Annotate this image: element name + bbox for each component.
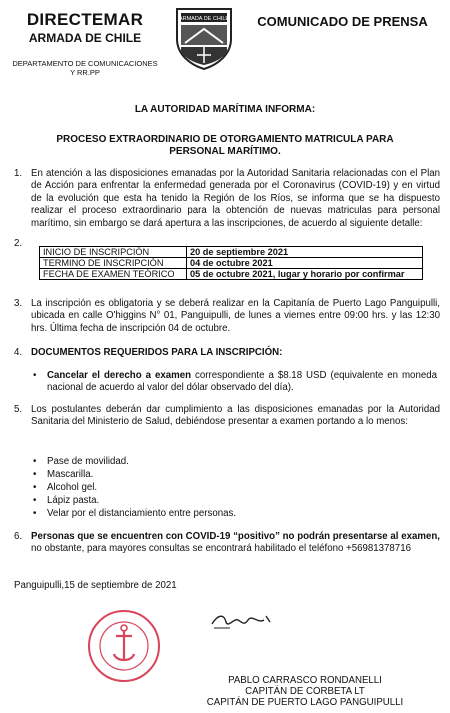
table-row — [40, 247, 423, 258]
document-date: Panguipulli,15 de septiembre de 2021 — [14, 580, 177, 591]
official-stamp-icon — [86, 608, 162, 684]
list-item-text: Pase de movilidad. — [47, 456, 129, 467]
navy-crest-icon — [173, 3, 235, 71]
schedule-label: FECHA DE EXAMEN TEÓRICO — [40, 269, 187, 280]
department-line-1: DEPARTAMENTO DE COMUNICACIONES — [12, 59, 158, 68]
signer-rank: CAPITÁN DE CORBETA LT — [245, 686, 365, 697]
signature-block — [160, 675, 450, 708]
item-number: 1. — [14, 168, 23, 179]
schedule-label: TERMINO DE INSCRIPCIÓN — [40, 258, 187, 269]
list-item-text: Alcohol gel. — [47, 482, 98, 493]
schedule-label: INICIO DE INSCRIPCIÓN — [40, 247, 187, 258]
table-row — [40, 269, 423, 280]
item-6-text — [31, 531, 440, 556]
item-number: 4. — [14, 347, 23, 358]
bullet-icon: • — [33, 456, 37, 467]
item-4-heading — [31, 347, 440, 359]
press-release-title: COMUNICADO DE PRENSA — [257, 14, 428, 29]
org-name: DIRECTEMAR — [26, 10, 144, 29]
department-line-2: Y RR.PP — [70, 68, 100, 78]
header-left — [0, 10, 170, 78]
schedule-value: 20 de septiembre 2021 — [187, 247, 423, 258]
department — [0, 59, 170, 78]
crest-text: ARMADA DE CHILE — [178, 16, 230, 22]
item-number: 2. — [14, 238, 23, 249]
list-item-text: Lápiz pasta. — [47, 495, 100, 506]
item-5-text: Los postulantes deberán dar cumplimiento a las disposiciones emanadas por la Autoridad Sanitaria del Ministerio de Salud, debiéndose presentar a examen portando a lo menos: — [31, 404, 440, 428]
fee-text — [47, 370, 437, 395]
contact-info: no obstante, para mayores consultas se encontrará habilitado el teléfono +56981378716 — [31, 543, 411, 555]
item-number: 3. — [14, 298, 23, 309]
documents-heading: DOCUMENTOS REQUERIDOS PARA LA INSCRIPCIÓN: — [31, 347, 283, 358]
bullet-icon: • — [33, 495, 37, 506]
org-subtitle: ARMADA DE CHILE — [28, 31, 142, 45]
item-number: 6. — [14, 531, 23, 542]
list-item-text: Velar por el distanciamiento entre personas. — [47, 508, 237, 519]
fee-detail: correspondiente a $8.18 USD (equivalente en moneda nacional de acuerdo al valor del dólar observado del día). — [47, 370, 437, 394]
bullet-icon: • — [33, 508, 37, 519]
covid-warning: Personas que se encuentren con COVID-19 “positivo” no podrán presentarse al examen, — [31, 531, 440, 542]
signer-role: CAPITÁN DE PUERTO LAGO PANGUIPULLI — [206, 697, 404, 708]
item-3-text: La inscripción es obligatoria y se deberá realizar en la Capitanía de Puerto Lago Panguipulli, ubicada en calle O'higgins N° 01, Panguipulli, de lunes a viernes entre 09:00 hrs. y las 12:30 hrs. Última fecha de inscripción 04 de octubre. — [31, 298, 440, 334]
schedule-table — [39, 246, 423, 280]
authority-heading: LA AUTORIDAD MARÍTIMA INFORMA: — [134, 104, 316, 115]
schedule-value: 04 de octubre 2021 — [187, 258, 423, 269]
item-number: 5. — [14, 404, 23, 415]
list-item-text: Mascarilla. — [47, 469, 94, 480]
signer-name: PABLO CARRASCO RONDANELLI — [228, 675, 382, 686]
bullet-icon: • — [33, 469, 37, 480]
item-1-text: En atención a las disposiciones emanadas por la Autoridad Sanitaria relacionadas con el Plan de Acción para enfrentar la enfermedad generada por el Coronavirus (COVID-19) y en virtud de la evolución que esta ha tenido la Región de los Ríos, se informa que se ha dispuesto realizar el proceso extraordinario para la obtención de nuevas matriculas para personal marítimo, sin embargo se dará apertura a las inscripciones, de acuerdo al siguiente detalle: — [31, 168, 440, 229]
process-heading: PROCESO EXTRAORDINARIO DE OTORGAMIENTO MATRICULA PARA PERSONAL MARÍTIMO. — [56, 134, 394, 157]
schedule-value: 05 de octubre 2021, lugar y horario por confirmar — [187, 269, 423, 280]
bullet-icon: • — [33, 370, 37, 381]
fee-label: Cancelar el derecho a examen — [47, 370, 192, 381]
bullet-icon: • — [33, 482, 37, 493]
table-row — [40, 258, 423, 269]
handwritten-signature-icon — [208, 606, 278, 634]
